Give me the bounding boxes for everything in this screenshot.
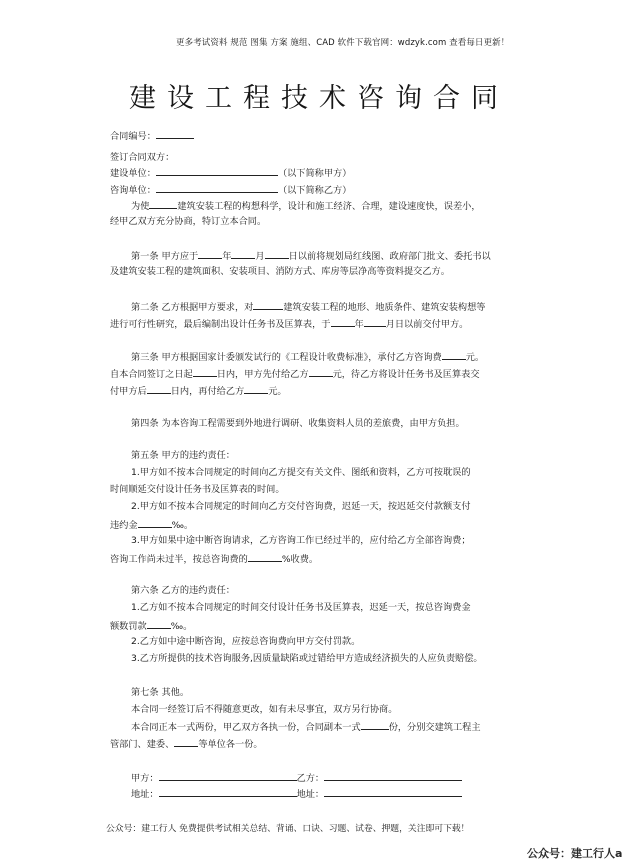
page-footer-note: 公众号：建工行人 免费提供考试相关总结、背诵、口诀、习题、试卷、押题，关注即可下载！ [106, 824, 470, 834]
article-3-text: 日内，再付给乙方 [170, 386, 245, 397]
article-3-line-3 [110, 384, 287, 398]
address-row [131, 787, 462, 801]
article-1-line-2: 及建筑安装工程的建筑面积、安装项目、消防方式、库房等层净高等资料提交乙方。 [110, 266, 450, 277]
contract-number-label: 合同编号： [110, 131, 156, 142]
article-3-text: 日内，甲方先付给乙方 [216, 369, 309, 380]
address-a-blank [159, 787, 297, 797]
article-4: 第四条 为本咨询工程需要到外地进行调研、收集资料人员的差旅费，由甲方负担。 [131, 418, 465, 429]
party-b-label: 咨询单位： [110, 185, 156, 196]
address-a-label: 地址： [131, 789, 159, 800]
unit-blank [174, 737, 198, 747]
year-blank [331, 317, 355, 327]
party-a-blank [156, 166, 278, 176]
article-5-item-2-line-1: 2.甲方如不按本合同规定的时间向乙方交付咨询费，迟延一天，按迟延交付款额支付 [131, 501, 471, 512]
article-6-heading: 第六条 乙方的违约责任： [131, 585, 235, 596]
parties-intro: 签订合同双方： [110, 152, 175, 163]
party-b-sign-label: 乙方： [296, 773, 325, 784]
article-2-text: 第二条 乙方根据甲方要求，对 [131, 302, 254, 313]
month-blank [364, 317, 386, 327]
article-7-text: 本合同正本一式两份，甲乙双方各执一份，合同副本一式 [131, 722, 361, 733]
contract-number-blank [156, 129, 194, 139]
article-5-text: 违约金 [110, 520, 138, 531]
article-6-item-2: 2.乙方如中途中断咨询，应按总咨询费向甲方交付罚款。 [131, 636, 361, 647]
article-7-line-3 [110, 737, 263, 751]
article-6-text: 额数罚款 [110, 621, 147, 632]
article-7-text: 管部门、建委、 [110, 739, 175, 750]
article-6-item-1-line-1: 1.乙方如不按本合同规定的时间交付设计任务书及匡算表，迟延一天，按总咨询费金 [131, 602, 471, 613]
preamble-line-2: 经甲乙双方充分协商，特订立本合同。 [110, 216, 267, 227]
article-3-text: 自本合同签订之日起 [110, 369, 193, 380]
article-3-line-1 [131, 350, 484, 364]
project-name-blank [149, 199, 177, 209]
party-a-sign-label: 甲方： [131, 773, 159, 784]
article-7-text: 等单位各一份。 [198, 739, 263, 750]
penalty-rate-blank [147, 619, 171, 629]
article-1-text: 年 [222, 251, 232, 262]
article-7-line-1: 本合同一经签订后不得随意更改，如有未尽事宜，双方另行协商。 [131, 704, 398, 715]
article-2-text: 月日以前交付甲方。 [385, 319, 469, 330]
article-5-heading: 第五条 甲方的违约责任： [131, 450, 235, 461]
article-5-item-1-line-2: 时间顺延交付设计任务书及匡算表的时间。 [110, 484, 285, 495]
article-3-text: 元，待乙方将设计任务书及匡算表交 [332, 369, 480, 380]
article-7-line-2 [131, 720, 481, 734]
contract-number-line [110, 129, 194, 143]
days-blank [147, 384, 171, 394]
amount-blank [309, 367, 333, 377]
article-2-text: 进行可行性研究，最后编制出设计任务书及匡算表，于 [110, 319, 331, 330]
article-2-text: 年 [354, 319, 364, 330]
party-a-line [110, 166, 351, 180]
article-1-text: 月 [255, 251, 265, 262]
article-2-line-2 [110, 317, 468, 331]
page-header-note: 更多考试资料 规范 图集 方案 施组、CAD 软件下载官网：wdzyk.com 查看每日更新！ [176, 38, 510, 48]
article-5-text: 咨询工作尚未过半，按总咨询费的 [110, 554, 248, 565]
project-blank [253, 300, 283, 310]
article-5-text: %收费。 [281, 554, 319, 565]
article-5-text: ‰。 [171, 520, 194, 531]
article-3-line-2 [110, 367, 480, 381]
article-3-text: 元。 [268, 386, 287, 397]
article-5-item-3-line-2 [110, 552, 318, 566]
article-1-text: 第一条 甲方应于 [131, 251, 199, 262]
percentage-blank [248, 552, 282, 562]
party-b-suffix: （以下简称乙方） [277, 185, 352, 196]
article-1-text: 日以前将规划局红线图、政府部门批文、委托书以 [288, 251, 491, 262]
article-1-line-1 [131, 249, 491, 263]
article-3-text: 元。 [465, 352, 485, 363]
preamble-line-1 [131, 199, 481, 213]
preamble-text: 为使 [131, 201, 150, 212]
party-b-sign-blank [324, 771, 462, 781]
party-a-suffix: （以下简称甲方） [277, 168, 352, 179]
signature-row [131, 771, 462, 785]
contract-title: 建设工程技术咨询合同 [129, 83, 509, 114]
party-a-sign-blank [159, 771, 297, 781]
month-blank [231, 249, 255, 259]
year-blank [198, 249, 222, 259]
article-2-line-1 [131, 300, 485, 314]
article-6-item-1-line-2 [110, 619, 192, 633]
watermark: 公众号：建工行人a [527, 847, 623, 860]
address-b-label: 地址： [296, 789, 325, 800]
article-2-text: 建筑安装工程的地形、地质条件、建筑安装构想等 [283, 302, 486, 313]
article-7-heading: 第七条 其他。 [131, 687, 190, 698]
fee-blank [442, 350, 466, 360]
amount-blank [244, 384, 268, 394]
article-6-item-3: 3.乙方所提供的技术咨询服务,因质量缺陷或过错给甲方造成经济损失的人应负责赔偿。 [131, 653, 483, 664]
article-7-text: 份，分别交建筑工程主 [388, 722, 481, 733]
article-5-item-3-line-1: 3.甲方如果中途中断咨询请求，乙方咨询工作已经过半的，应付给乙方全部咨询费； [131, 535, 471, 546]
article-5-item-2-line-2 [110, 518, 193, 532]
article-3-text: 第三条 甲方根据国家计委颁发试行的《工程设计收费标准》，承付乙方咨询费 [131, 352, 442, 363]
party-b-blank [156, 183, 278, 193]
copies-blank [361, 720, 389, 730]
day-blank [265, 249, 289, 259]
party-a-label: 建设单位： [110, 168, 156, 179]
article-6-text: ‰。 [170, 621, 193, 632]
party-b-line [110, 183, 351, 197]
penalty-rate-blank [138, 518, 172, 528]
address-b-blank [324, 787, 462, 797]
preamble-text: 建筑安装工程的构想科学，设计和施工经济、合理，建设速度快，误差小， [177, 201, 481, 212]
article-5-item-1-line-1: 1.甲方如不按本合同规定的时间向乙方提交有关文件、图纸和资料，乙方可按耽误的 [131, 467, 471, 478]
days-blank [193, 367, 217, 377]
article-3-text: 付甲方后 [110, 386, 147, 397]
